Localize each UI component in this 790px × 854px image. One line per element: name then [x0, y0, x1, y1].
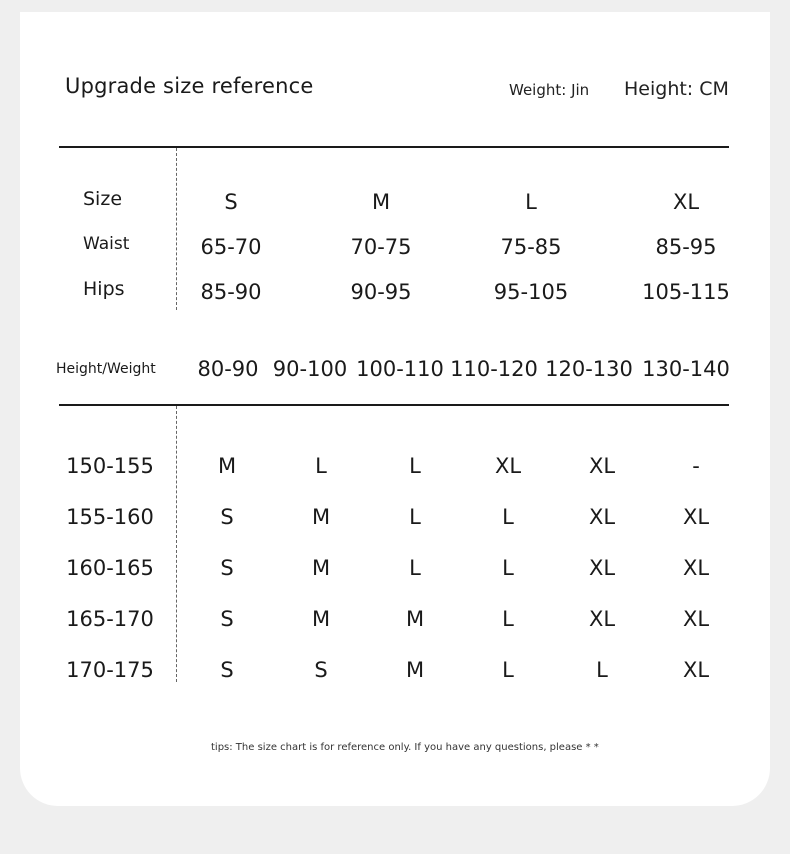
- waist-cell: 70-75: [350, 235, 412, 259]
- height-unit-label: Height: CM: [624, 78, 729, 100]
- weight-header-cell: 120-130: [545, 357, 633, 381]
- fit-size-cell: M: [311, 556, 331, 580]
- waist-cell: 85-95: [655, 235, 717, 259]
- size-chart-card: [20, 12, 770, 806]
- height-row-label: 155-160: [66, 505, 154, 529]
- tips-note: tips: The size chart is for reference only. If you have any questions, please * *: [211, 742, 599, 753]
- fit-size-cell: XL: [494, 454, 522, 478]
- row-label-waist: Waist: [83, 234, 130, 254]
- fit-size-cell: XL: [588, 556, 616, 580]
- fit-size-cell: L: [409, 454, 421, 478]
- weight-header-cell: 80-90: [197, 357, 259, 381]
- weight-header-cell: 130-140: [642, 357, 730, 381]
- fit-size-cell: L: [596, 658, 608, 682]
- fit-size-cell: L: [502, 556, 514, 580]
- fit-size-cell: L: [502, 505, 514, 529]
- fit-size-cell: L: [409, 556, 421, 580]
- fit-size-cell: M: [217, 454, 237, 478]
- measure-table-dashed-divider: [176, 148, 177, 310]
- fit-size-cell: XL: [588, 607, 616, 631]
- fit-size-cell: -: [692, 454, 700, 478]
- fit-size-cell: L: [502, 658, 514, 682]
- weight-header-cell: 110-120: [450, 357, 538, 381]
- size-header-cell: L: [525, 190, 537, 214]
- hips-cell: 95-105: [493, 280, 569, 304]
- fit-size-cell: L: [315, 454, 327, 478]
- weight-unit-label: Weight: Jin: [509, 81, 590, 99]
- chart-title: Upgrade size reference: [65, 74, 314, 98]
- fit-table-dashed-divider: [176, 406, 177, 682]
- size-header-cell: S: [224, 190, 238, 214]
- hips-cell: 90-95: [350, 280, 412, 304]
- height-row-label: 165-170: [66, 607, 154, 631]
- fit-size-cell: S: [220, 505, 234, 529]
- size-header-cell: XL: [672, 190, 700, 214]
- fit-size-cell: S: [220, 607, 234, 631]
- fit-size-cell: S: [314, 658, 328, 682]
- waist-cell: 75-85: [500, 235, 562, 259]
- hips-cell: 105-115: [642, 280, 730, 304]
- fit-size-cell: L: [502, 607, 514, 631]
- top-divider: [59, 146, 729, 148]
- fit-table-divider: [59, 404, 729, 406]
- height-row-label: 150-155: [66, 454, 154, 478]
- waist-cell: 65-70: [200, 235, 262, 259]
- fit-size-cell: S: [220, 658, 234, 682]
- fit-size-cell: XL: [588, 505, 616, 529]
- fit-size-cell: XL: [682, 556, 710, 580]
- size-header-cell: M: [371, 190, 391, 214]
- fit-size-cell: L: [409, 505, 421, 529]
- weight-header-cell: 90-100: [272, 357, 348, 381]
- row-label-size: Size: [83, 188, 123, 210]
- fit-size-cell: M: [311, 607, 331, 631]
- height-weight-corner-label: Height/Weight: [56, 361, 156, 377]
- fit-size-cell: M: [311, 505, 331, 529]
- fit-size-cell: M: [405, 658, 425, 682]
- hips-cell: 85-90: [200, 280, 262, 304]
- height-row-label: 160-165: [66, 556, 154, 580]
- height-row-label: 170-175: [66, 658, 154, 682]
- weight-header-cell: 100-110: [356, 357, 444, 381]
- fit-size-cell: S: [220, 556, 234, 580]
- fit-size-cell: XL: [588, 454, 616, 478]
- row-label-hips: Hips: [83, 278, 125, 300]
- fit-size-cell: XL: [682, 505, 710, 529]
- fit-size-cell: XL: [682, 607, 710, 631]
- fit-size-cell: M: [405, 607, 425, 631]
- fit-size-cell: XL: [682, 658, 710, 682]
